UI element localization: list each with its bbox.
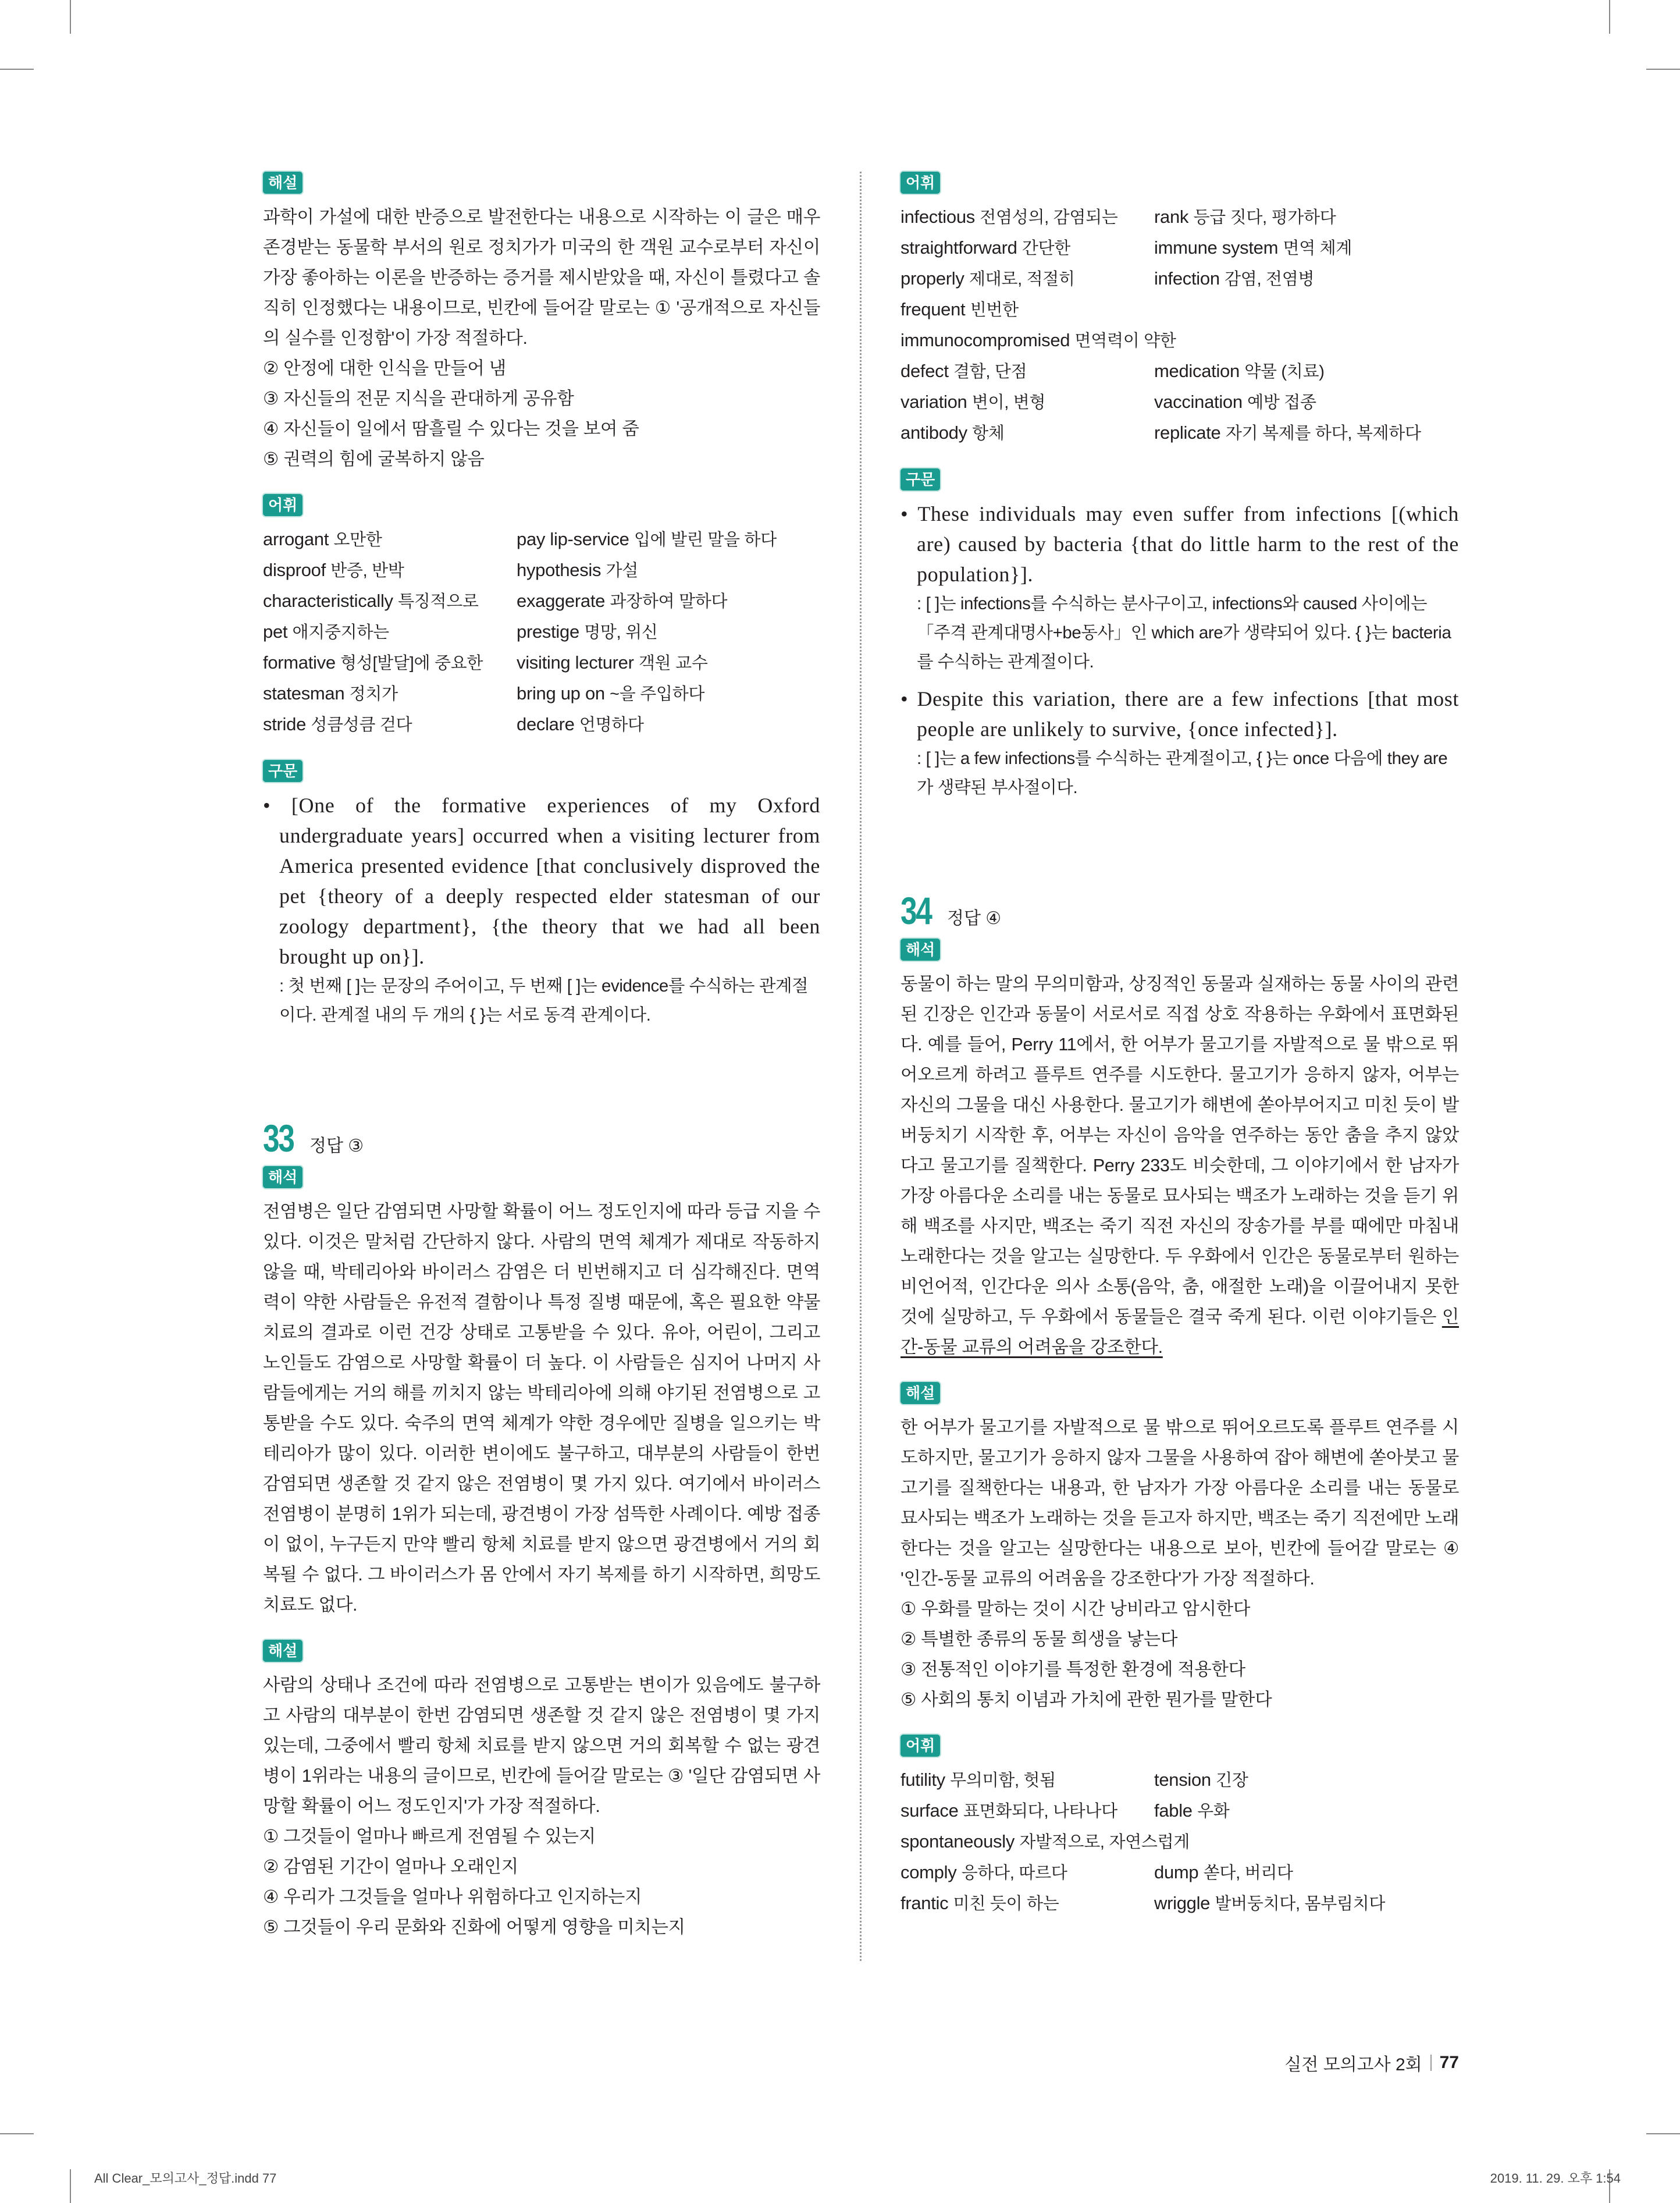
option-item: ④ 우리가 그것들을 얼마나 위험하다고 인지하는지 <box>263 1887 642 1907</box>
vocab-item: variation 변이, 변형 <box>900 392 1046 412</box>
syntax-sentence: • These individuals may even suffer from infections [(which are) caused by bacteria {that do little harm to the rest of the population}]. <box>900 502 1459 586</box>
option-item: ⑤ 사회의 통치 이념과 가치에 관한 뭔가를 말한다 <box>900 1690 1272 1710</box>
option-item: ① 우화를 말하는 것이 시간 낭비라고 암시한다 <box>900 1599 1251 1619</box>
question-number: 34 <box>900 889 931 932</box>
question-33-header <box>263 1116 820 1160</box>
section-tag-vocab: 어휘 <box>900 1735 940 1757</box>
crop-mark <box>70 0 71 34</box>
option-item: ② 감염된 기간이 얼마나 오래인지 <box>263 1857 518 1877</box>
vocab-item: infection 감염, 전염병 <box>1154 268 1315 289</box>
section-tag-translation: 해석 <box>900 939 940 961</box>
vocab-item: declare 언명하다 <box>517 714 644 734</box>
vocab-item: futility 무의미함, 헛됨 <box>900 1769 1056 1790</box>
vocab-item: hypothesis 가설 <box>517 560 638 580</box>
vocab-item: surface 표면화되다, 나타나다 <box>900 1800 1117 1821</box>
vocab-item: replicate 자기 복제를 하다, 복제하다 <box>1154 422 1421 443</box>
question-34-header <box>900 889 1459 933</box>
vocab-item: exaggerate 과장하여 말하다 <box>517 591 728 611</box>
right-column <box>900 172 1459 1919</box>
vocab-item: frequent 빈번한 <box>900 299 1019 319</box>
vocab-item: pet 애지중지하는 <box>263 621 389 642</box>
section-tag-explain: 해설 <box>263 1640 302 1662</box>
section-tag-translation: 해석 <box>263 1166 302 1188</box>
option-item: ① 그것들이 얼마나 빠르게 전염될 수 있는지 <box>263 1827 596 1846</box>
crop-mark <box>0 69 34 70</box>
section-tag-syntax: 구문 <box>900 468 940 491</box>
translation-text: 전염병은 일단 감염되면 사망할 확률이 어느 정도인지에 따라 등급 지을 수 있다. 이것은 말처럼 간단하지 않다. 사람의 면역 체계가 제대로 작동하지 않을 때, 박테리아와 바이러스 감염은 더 빈번해지고 더 심각해진다. 면역력이 약한 사람들은 유전적 결함이나 특정 질병 때문에, 혹은 필요한 약물 치료의 결과로 이런 건강 상태로 고통받을 수 있다. 유아, 어린이, 그리고 노인들도 감염으로 사망할 확률이 더 높다. 이 사람들은 심지어 나머지 사람들에게는 거의 해를 끼치지 않는 박테리아에 의해 야기된 전염병으로 고통받을 수도 있다. 숙주의 면역 체계가 약한 경우에만 질병을 일으키는 박테리아가 많이 있다. 이러한 변이에도 불구하고, 대부분의 사람들이 한번 감염되면 생존할 것 같지 않은 전염병이 몇 가지 있다. 여기에서 바이러스 전염병이 분명히 1위가 되는데, 광견병이 가장 섬뜩한 사례이다. 예방 접종이 없이, 누구든지 만약 빨리 항체 치료를 받지 않으면 광견병에서 거의 회복될 수 없다. 그 바이러스가 몸 안에서 자기 복제를 하기 시작하면, 희망도 치료도 없다. <box>263 1202 820 1615</box>
vocab-item: properly 제대로, 적절히 <box>900 268 1075 289</box>
vocab-item: dump 쏟다, 버리다 <box>1154 1862 1293 1882</box>
answer-label: 정답 ③ <box>309 1136 364 1156</box>
syntax-note: : [ ]는 infections를 수식하는 분사구이고, infections와 caused 사이에는 「주격 관계대명사+be동사」인 which are가 생략되어 있다. { }는 bacteria를 수식하는 관계절이다. <box>917 594 1451 671</box>
footer-divider <box>1430 2055 1432 2071</box>
vocab-item: straightforward 간단한 <box>900 237 1071 258</box>
explain-text: 사람의 상태나 조건에 따라 전염병으로 고통받는 변이가 있음에도 불구하고 사람의 대부분이 한번 감염되면 생존할 것 같지 않은 전염병이 몇 가지 있는데, 그중에서 빨리 항체 치료를 받지 않으면 거의 회복할 수 없는 광견병이 1위라는 내용의 글이므로, 빈칸에 들어갈 말로는 ③ '일단 감염되면 사망할 확률이 어느 정도인지'가 가장 적절하다. <box>263 1675 820 1816</box>
vocab-list <box>900 202 1459 449</box>
section-tag-syntax: 구문 <box>263 760 302 782</box>
vocab-item: characteristically 특징적으로 <box>263 591 479 611</box>
vocab-item: antibody 항체 <box>900 422 1005 443</box>
explain-text: 과학이 가설에 대한 반증으로 발전한다는 내용으로 시작하는 이 글은 매우 존경받는 동물학 부서의 원로 정치가가 미국의 한 객원 교수로부터 자신이 가장 좋아하는 이론을 반증하는 증거를 제시받았을 때, 자신이 틀렸다고 솔직히 인정했다는 내용이므로, 빈칸에 들어갈 말로는 ① '공개적으로 자신들의 실수를 인정함'이 가장 적절하다. <box>263 207 820 348</box>
crop-mark <box>0 2133 34 2134</box>
crop-mark <box>70 2169 71 2203</box>
page-title: 실전 모의고사 2회 <box>1284 2055 1422 2074</box>
option-item: ③ 전통적인 이야기를 특정한 환경에 적용한다 <box>900 1660 1245 1679</box>
vocab-item: stride 성큼성큼 걷다 <box>263 714 412 734</box>
vocab-item: formative 형성[발달]에 중요한 <box>263 652 483 673</box>
question-number: 33 <box>263 1117 294 1160</box>
vocab-item: infectious 전염성의, 감염되는 <box>900 207 1118 227</box>
vocab-list <box>263 524 820 740</box>
vocab-item: fable 우화 <box>1154 1800 1230 1821</box>
section-tag-explain: 해설 <box>900 1382 940 1404</box>
crop-mark <box>1646 2133 1680 2134</box>
slug-date: 2019. 11. 29. 오후 1:54 <box>1490 2171 1621 2186</box>
vocab-item: comply 응하다, 따르다 <box>900 1862 1067 1882</box>
vocab-item: tension 긴장 <box>1154 1769 1248 1790</box>
page-number: 77 <box>1439 2053 1459 2072</box>
vocab-item: frantic 미친 듯이 하는 <box>900 1893 1059 1913</box>
page-footer <box>1284 2050 1459 2076</box>
option-item: ② 특별한 종류의 동물 희생을 낳는다 <box>900 1629 1178 1649</box>
vocab-item: spontaneously 자발적으로, 자연스럽게 <box>900 1831 1190 1852</box>
vocab-item: bring up on ~을 주입하다 <box>517 683 705 703</box>
syntax-note: : 첫 번째 [ ]는 문장의 주어이고, 두 번째 [ ]는 evidence를 수식하는 관계절이다. 관계절 내의 두 개의 { }는 서로 동격 관계이다. <box>279 976 809 1025</box>
crop-mark <box>1646 69 1680 70</box>
option-item: ② 안정에 대한 인식을 만들어 냄 <box>263 358 506 378</box>
vocab-item: pay lip-service 입에 발린 말을 하다 <box>517 529 777 549</box>
vocab-item: visiting lecturer 객원 교수 <box>517 652 708 673</box>
left-column <box>263 172 820 1942</box>
option-item: ④ 자신들이 일에서 땀흘릴 수 있다는 것을 보여 줌 <box>263 419 639 439</box>
vocab-item: statesman 정치가 <box>263 683 398 703</box>
vocab-item: vaccination 예방 접종 <box>1154 392 1316 412</box>
vocab-item: immunocompromised 면역력이 약한 <box>900 330 1176 350</box>
vocab-item: defect 결함, 단점 <box>900 361 1027 381</box>
vocab-item: prestige 명망, 위신 <box>517 621 658 642</box>
option-item: ⑤ 권력의 힘에 굴복하지 않음 <box>263 449 485 469</box>
column-divider <box>860 172 862 1961</box>
vocab-item: wriggle 발버둥치다, 몸부림치다 <box>1154 1893 1386 1913</box>
section-tag-vocab: 어휘 <box>900 172 940 194</box>
vocab-item: arrogant 오만한 <box>263 529 382 549</box>
syntax-note: : [ ]는 a few infections를 수식하는 관계절이고, { }는 once 다음에 they are가 생략된 부사절이다. <box>917 749 1448 797</box>
crop-mark <box>1609 0 1610 34</box>
section-tag-explain: 해설 <box>263 172 302 194</box>
vocab-item: medication 약물 (치료) <box>1154 361 1325 381</box>
vocab-item: immune system 면역 체계 <box>1154 237 1352 258</box>
vocab-list <box>900 1765 1459 1919</box>
vocab-item: rank 등급 짓다, 평가하다 <box>1154 207 1336 227</box>
explain-text: 한 어부가 물고기를 자발적으로 물 밖으로 뛰어오르도록 플루트 연주를 시도하지만, 물고기가 응하지 않자 그물을 사용하여 잡아 해변에 쏟아붓고 물고기를 질책한다는 내용과, 한 남자가 가장 아름다운 소리를 내는 동물로 묘사되는 백조가 노래하는 것을 듣고자 하지만, 백조는 죽기 직전에만 노래한다는 것을 알고는 실망한다는 내용으로 보아, 빈칸에 들어갈 말로는 ④ '인간-동물 교류의 어려움을 강조한다'가 가장 적절하다. <box>900 1417 1459 1589</box>
syntax-sentence: • Despite this variation, there are a few infections [that most people are unlikely to survive, {once infected}]. <box>900 687 1459 741</box>
answer-label: 정답 ④ <box>947 909 1002 928</box>
vocab-item: disproof 반증, 반박 <box>263 560 404 580</box>
option-item: ③ 자신들의 전문 지식을 관대하게 공유함 <box>263 389 574 408</box>
syntax-sentence: • [One of the formative experiences of my Oxford undergraduate years] occurred when a visiting lecturer from America presented evidence [that conclusively disproved the pet {theory of a deeply respected elder statesman of our zoology department}, {the theory that we had all been brought up on}]. <box>263 794 820 968</box>
translation-text: 동물이 하는 말의 무의미함과, 상징적인 동물과 실재하는 동물 사이의 관련된 긴장은 인간과 동물이 서로서로 직접 상호 작용하는 우화에서 표면화된다. 예를 들어, Perry 11에서, 한 어부가 물고기를 자발적으로 물 밖으로 뛰어오르게 하려고 플루트 연주를 시도한다. 물고기가 응하지 않자, 어부는 자신의 그물을 대신 사용한다. 물고기가 해변에 쏟아부어지고 미친 듯이 발버둥치기 시작한 후, 어부는 자신이 음악을 연주하는 동안 춤을 추지 않았다고 물고기를 질책한다. Perry 233도 비슷한데, 그 이야기에서 한 남자가 가장 아름다운 소리를 내는 동물로 묘사되는 백조가 노래하는 것을 듣기 위해 백조를 사지만, 백조는 죽기 직전 자신의 장송가를 부를 때에만 마침내 노래한다는 것을 알고는 실망한다. 두 우화에서 인간은 동물로부터 원하는 비언어적, 인간다운 의사 소통(음악, 춤, 애절한 노래)을 이끌어내지 못한 것에 실망하고, 두 우화에서 동물들은 결국 죽게 된다. 이런 이야기들은 인간-동물 교류의 어려움을 강조한다. <box>900 974 1459 1357</box>
slug-file: All Clear_모의고사_정답.indd 77 <box>94 2171 277 2186</box>
option-item: ⑤ 그것들이 우리 문화와 진화에 어떻게 영향을 미치는지 <box>263 1917 685 1937</box>
blank-answer-underline: 인간-동물 교류의 어려움을 강조한다. <box>900 1307 1459 1357</box>
section-tag-vocab: 어휘 <box>263 494 302 516</box>
